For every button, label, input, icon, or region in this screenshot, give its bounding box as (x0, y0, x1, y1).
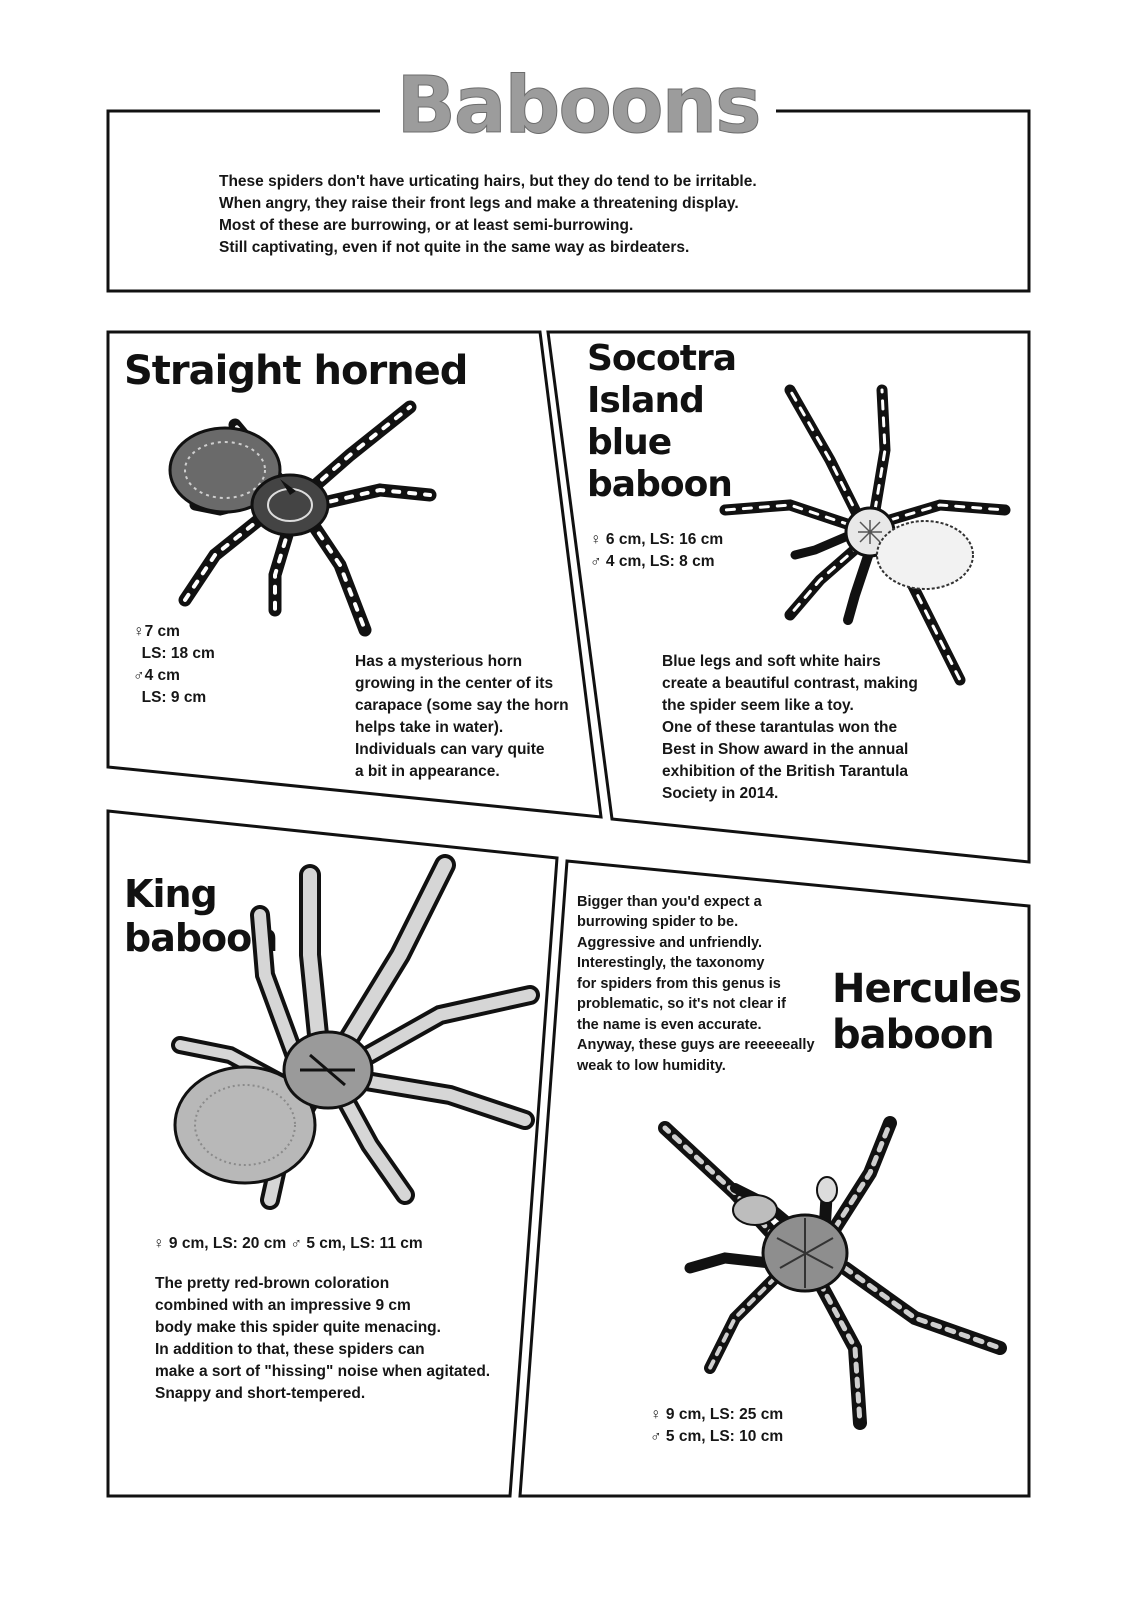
description-line: Snappy and short-tempered. (155, 1385, 366, 1402)
description-line: Best in Show award in the annual (662, 741, 909, 758)
description-line: the spider seem like a toy. (662, 697, 854, 714)
name-line: King (124, 872, 217, 916)
description-line: create a beautiful contrast, making (662, 675, 918, 692)
description-line: Individuals can vary quite (355, 741, 545, 758)
size-line: ♀ 6 cm, LS: 16 cm (590, 531, 724, 548)
description-line: the name is even accurate. (577, 1017, 762, 1033)
name-line: Socotra (587, 338, 736, 379)
description-line: carapace (some say the horn (355, 697, 569, 714)
description-line: Bigger than you'd expect a (577, 894, 762, 910)
size-line: ♂ 4 cm, LS: 8 cm (590, 553, 715, 570)
size-line: LS: 18 cm (133, 645, 215, 662)
size-line: LS: 9 cm (133, 689, 207, 706)
description-line: a bit in appearance. (355, 763, 500, 780)
description-line: growing in the center of its (355, 675, 554, 692)
description-line: combined with an impressive 9 cm (155, 1297, 411, 1314)
size-line: ♂ 5 cm, LS: 10 cm (650, 1428, 784, 1445)
description-line: One of these tarantulas won the (662, 719, 898, 736)
description-line: Society in 2014. (662, 785, 779, 802)
description-line: Interestingly, the taxonomy (577, 955, 765, 971)
hercules-baboon-spider-illustration (655, 1118, 1025, 1438)
description-line: make a sort of "hissing" noise when agitated. (155, 1363, 491, 1380)
description-line: burrowing spider to be. (577, 914, 739, 930)
name-line: Island (587, 380, 704, 421)
intro-line: When angry, they raise their front legs and make a threatening display. (219, 195, 739, 212)
name-line: blue (587, 422, 672, 463)
description-line: In addition to that, these spiders can (155, 1341, 425, 1358)
description-line: Has a mysterious horn (355, 653, 523, 670)
name-line: Hercules (832, 966, 1022, 1012)
species-name-straight-horned: Straight horned (124, 348, 468, 394)
name-line: baboon (832, 1012, 994, 1058)
straight-horned-spider-illustration (140, 395, 450, 645)
description-line: Anyway, these guys are reeeeeally (577, 1037, 815, 1053)
socotra-spider-illustration (720, 380, 1020, 690)
description-line: Blue legs and soft white hairs (662, 653, 881, 670)
description-line: The pretty red-brown coloration (155, 1275, 390, 1292)
name-line: baboon (124, 916, 278, 960)
description-line: exhibition of the British Tarantula (662, 763, 909, 780)
intro-line: Still captivating, even if not quite in the same way as birdeaters. (219, 239, 690, 256)
name-line: baboon (587, 464, 732, 505)
king-baboon-sizes: ♀ 9 cm, LS: 20 cm ♂ 5 cm, LS: 11 cm (153, 1235, 423, 1252)
intro-line: These spiders don't have urticating hairs, but they do tend to be irritable. (219, 173, 757, 190)
description-line: weak to low humidity. (577, 1058, 726, 1074)
king-baboon-spider-illustration (170, 855, 550, 1235)
page-title: Baboons (380, 56, 776, 156)
description-line: body make this spider quite menacing. (155, 1319, 441, 1336)
intro-line: Most of these are burrowing, or at least semi-burrowing. (219, 217, 634, 234)
description-line: problematic, so it's not clear if (577, 996, 786, 1012)
size-line: ♀ 9 cm, LS: 25 cm (650, 1406, 784, 1423)
description-line: helps take in water). (355, 719, 504, 736)
size-line: ♂4 cm (133, 667, 180, 684)
size-line: ♀7 cm (133, 623, 180, 640)
description-line: for spiders from this genus is (577, 976, 781, 992)
description-line: Aggressive and unfriendly. (577, 935, 763, 951)
